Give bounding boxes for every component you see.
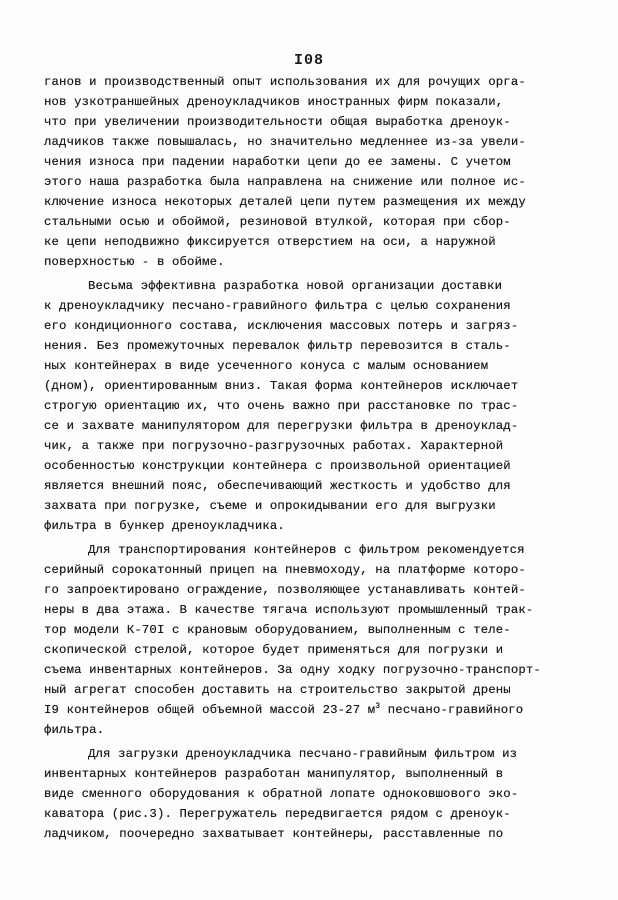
text-line: се и захвате манипулятором для перегрузки фильтра в дреноуклад- bbox=[44, 419, 519, 433]
text-line: захвата при погрузке, съеме и опрокидывании его для выгрузки bbox=[44, 499, 496, 513]
text-line: неры в два этажа. В качестве тягача используют промышленный трак- bbox=[44, 603, 534, 617]
text-line: ключение износа некоторых деталей цепи путем размещения их между bbox=[44, 195, 526, 209]
text-line: Для загрузки дреноукладчика песчано-гравийным фильтром из bbox=[88, 747, 518, 761]
text-line: к дреноукладчику песчано-гравийного фильтра с целью сохранения bbox=[44, 299, 511, 313]
text-line: этого наша разработка была направлена на снижение или полное ис- bbox=[44, 175, 526, 189]
text-line: его кондиционного состава, исключения массовых потерь и загряз- bbox=[44, 319, 519, 333]
text-line: является внешний пояс, обеспечивающий жесткость и удобство для bbox=[44, 479, 511, 493]
text-line-end: песчано-гравийного bbox=[380, 703, 524, 717]
text-line: ладчиков также повышалась, но значительно медленнее из-за увели- bbox=[44, 135, 526, 149]
body-text bbox=[44, 72, 592, 844]
text-line: Для транспортирования контейнеров с фильтром рекомендуется bbox=[88, 543, 525, 557]
paragraph-2 bbox=[44, 276, 592, 536]
text-line: ладчиком, поочередно захватывает контейнеры, расставленные по bbox=[44, 827, 504, 841]
text-line: что при увеличении производительности общая выработка дреноук- bbox=[44, 115, 511, 129]
superscript-cubic: 3 bbox=[375, 701, 381, 711]
text-line: особенностью конструкции контейнера с произвольной ориентацией bbox=[44, 459, 511, 473]
text-line: нения. Без промежуточных перевалок фильтр перевозится в сталь- bbox=[44, 339, 511, 353]
text-line: чения износа при падении наработки цепи до ее замены. С учетом bbox=[44, 155, 511, 169]
text-line: виде сменного оборудования к обратной лопате одноковшового эко- bbox=[44, 787, 519, 801]
text-line: скопической стрелой, которое будет применяться для погрузки и bbox=[44, 643, 504, 657]
text-line: ный агрегат способен доставить на строительство закрытой дрены bbox=[44, 683, 511, 697]
text-line: поверхностью - в обойме. bbox=[44, 255, 225, 269]
text-line-start: I9 контейнеров общей объемной массой 23-27 м bbox=[44, 703, 376, 717]
text-line: серийный сорокатонный прицеп на пневмоходу, на платформе которо- bbox=[44, 563, 526, 577]
paragraph-3 bbox=[44, 540, 592, 740]
text-line bbox=[44, 700, 592, 720]
text-line: нов узкотраншейных дреноукладчиков иностранных фирм показали, bbox=[44, 95, 504, 109]
text-line: фильтра. bbox=[44, 723, 105, 737]
text-line: фильтра в бункер дреноукладчика. bbox=[44, 519, 285, 533]
paragraph-4 bbox=[44, 744, 592, 844]
text-line: ке цепи неподвижно фиксируется отверстием на оси, а наружной bbox=[44, 235, 496, 249]
paragraph-1 bbox=[44, 72, 592, 272]
text-line: (дном), ориентированным вниз. Такая форма контейнеров исключает bbox=[44, 379, 519, 393]
text-line: ных контейнерах в виде усеченного конуса с малым основанием bbox=[44, 359, 489, 373]
text-line: го запроектировано ограждение, позволяющее устанавливать контей- bbox=[44, 583, 526, 597]
text-line: Весьма эффективна разработка новой организации доставки bbox=[88, 279, 503, 293]
text-line: чик, а также при погрузочно-разгрузочных работах. Характерной bbox=[44, 439, 504, 453]
text-line: стальными осью и обоймой, резиновой втулкой, которая при сбор- bbox=[44, 215, 511, 229]
text-line: инвентарных контейнеров разработан манипулятор, выполненный в bbox=[44, 767, 504, 781]
text-line: ганов и производственный опыт использования их для рочущих орга- bbox=[44, 75, 526, 89]
text-line: тор модели К-70I с крановым оборудованием, выполненным с теле- bbox=[44, 623, 511, 637]
text-line: съема инвентарных контейнеров. За одну ходку погрузочно-транспорт- bbox=[44, 663, 541, 677]
text-line: каватора (рис.3). Перегружатель передвигается рядом с дреноук- bbox=[44, 807, 511, 821]
text-line: строгую ориентацию их, что очень важно при расстановке по трас- bbox=[44, 399, 519, 413]
page-number: I08 bbox=[293, 52, 324, 69]
